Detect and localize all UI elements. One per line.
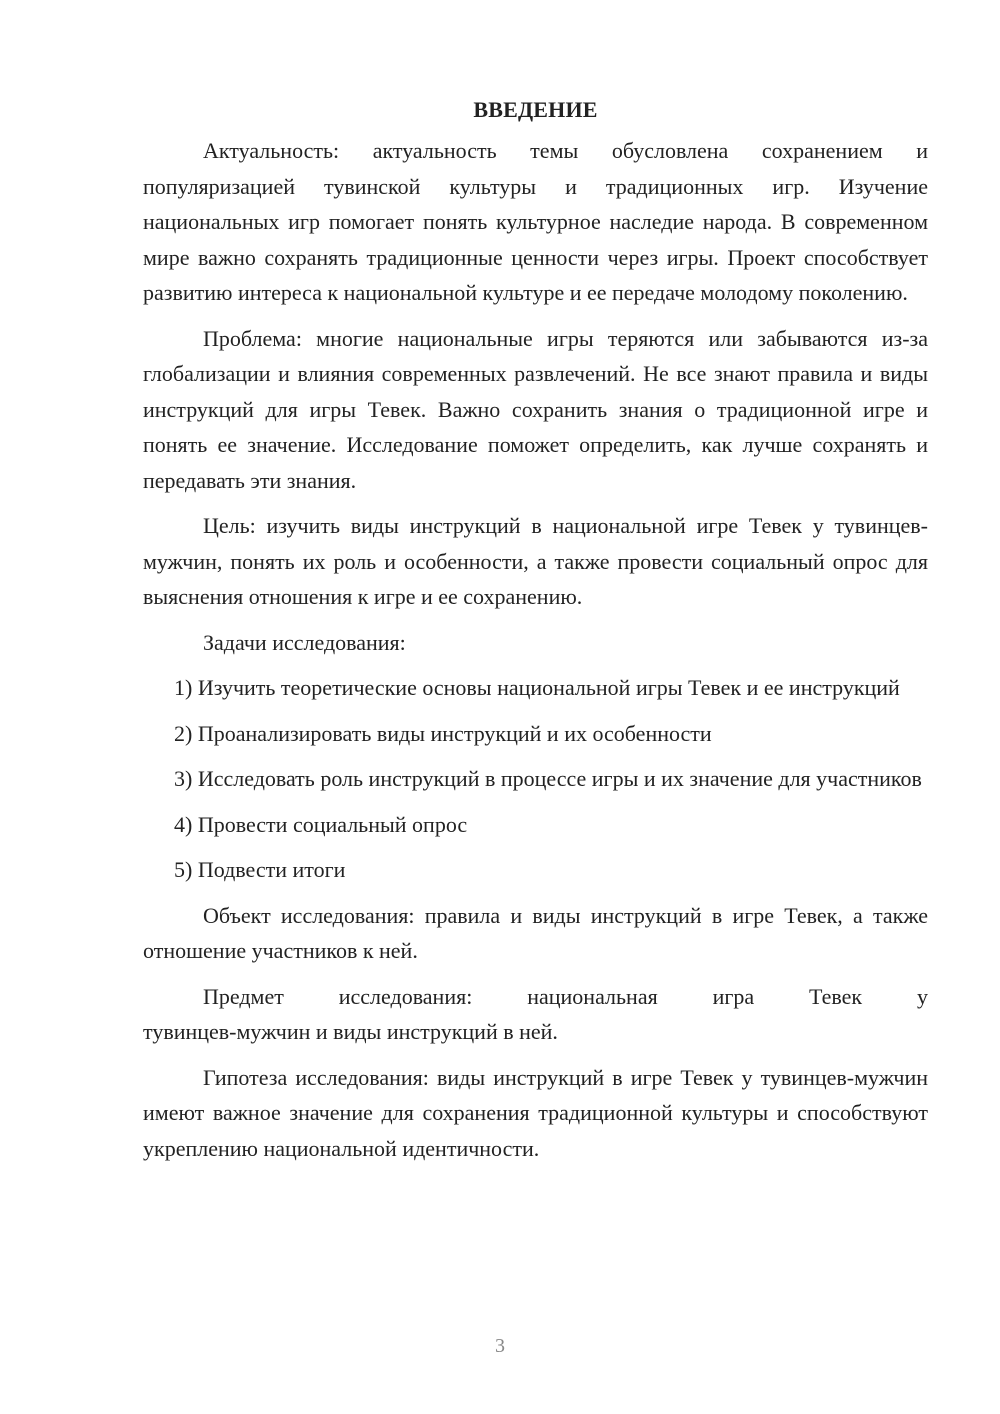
goal-paragraph: Цель: изучить виды инструкций в национальной игре Тевек у тувинцев-мужчин, понять их роль и особенности, а также провести социальный опрос для выяснения отношения к игре и ее сохранению. [143,513,928,609]
page-title: ВВЕДЕНИЕ [473,97,598,122]
task-item-4: 4) Провести социальный опрос [174,811,468,837]
document-page [143,95,928,1176]
object-paragraph: Объект исследования: правила и виды инструкций в игре Тевек, а также отношение участников к ней. [143,902,928,963]
subject-line-1: Предмет исследования: национальная игра Тевек у [203,983,928,1009]
subject-paragraph [143,979,928,1050]
task-item-3: 3) Исследовать роль инструкций в процессе игры и их значение для участников [174,766,922,791]
task-item-1: 1) Изучить теоретические основы национальной игры Тевек и ее инструкций [174,675,900,700]
relevance-paragraph: Актуальность: актуальность темы обусловлена сохранением и популяризацией тувинской культуры и традиционных игр. Изучение национальных игр помогает понять культурное наследие народа. В современном мире важно сохранять традиционные ценности через игры. Проект способствует развитию интереса к национальной культуре и ее передаче молодому поколению. [143,138,928,305]
task-item-2: 2) Проанализировать виды инструкций и их особенности [174,720,712,746]
problem-paragraph: Проблема: многие национальные игры теряются или забываются из-за глобализации и влияния современных развлечений. Не все знают правила и виды инструкций для игры Тевек. Важно сохранить знания о традиционной игре и понять ее значение. Исследование поможет определить, как лучше сохранять и передавать эти знания. [143,325,928,493]
hypothesis-paragraph: Гипотеза исследования: виды инструкций в игре Тевек у тувинцев-мужчин имеют важное значение для сохранения традиционной культуры и способствуют укреплению национальной идентичности. [143,1064,928,1161]
task-item-5: 5) Подвести итоги [174,857,346,882]
subject-line-2: тувинцев-мужчин и виды инструкций в ней. [143,1019,558,1044]
page-number: 3 [495,1335,505,1357]
tasks-title: Задачи исследования: [203,629,406,655]
